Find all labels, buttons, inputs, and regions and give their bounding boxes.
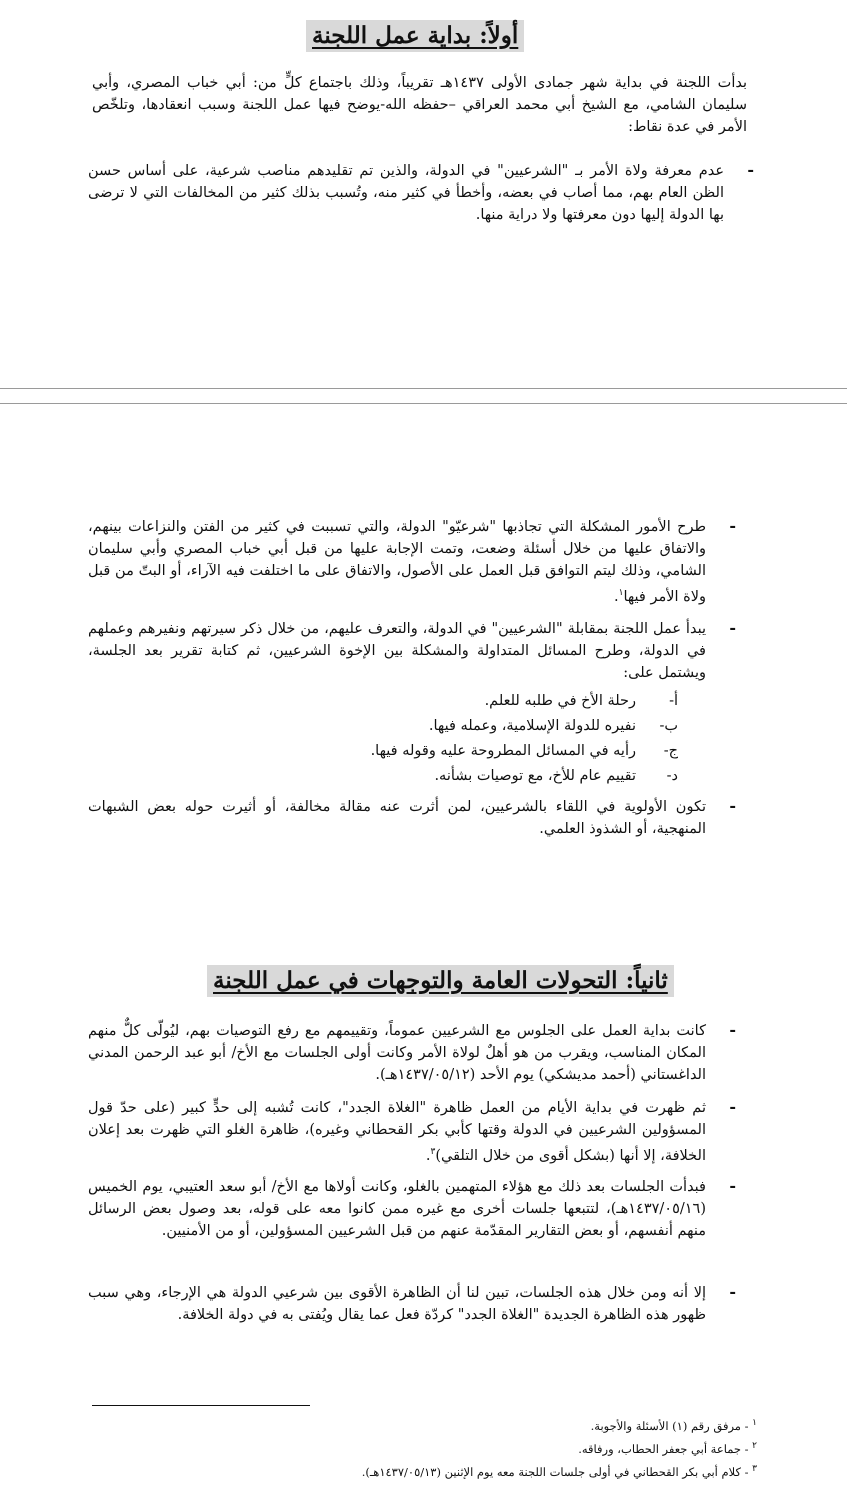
list-item-text-body: طرح الأمور المشكلة التي تجاذبها "شرعيّو" الدولة، والتي تسببت في كثير من الفتن والنزاعات بينهم، والاتفاق عليها من خلال أسئلة وضعت، وتمت الإجابة عليها من قبل أبي خباب المصري وأبي سليمان الشامي، وذلك ليتم التوافق قبل العمل على الأصول، والاتفاق على ما اختلفت فيه الآراء، أو البتّ من قبل ولاة الأمر فيها: [88, 519, 706, 605]
list-item-point-5: [88, 1020, 736, 1092]
list-item-point-1: [88, 160, 754, 240]
sub-item-a: [280, 690, 678, 712]
sub-item-text: نفيره للدولة الإسلامية، وعمله فيها.: [428, 718, 636, 734]
footnote-text: - جماعة أبي جعفر الحطاب، ورفاقه.: [578, 1441, 749, 1456]
list-item-text-body: ثم ظهرت في بداية الأيام من العمل ظاهرة "الغلاة الجدد"، كانت تُشبه إلى حدٍّ كبير (على حدّ قول المسؤولين الشرعيين في الدولة وقتها كأبي بكر القحطاني وغيره)، ظاهرة الغلو التي ظهرت بعد إعلان الخلافة، إلا أنها (بشكل أقوى من خلال التلقي): [88, 1100, 706, 1164]
footnote-text: - كلام أبي بكر القحطاني في أولى جلسات اللجنة معه يوم الإثنين (١٤٣٧/٠٥/١٣هـ).: [361, 1464, 749, 1479]
sub-item-text: رأيه في المسائل المطروحة عليه وقوله فيها.: [370, 743, 636, 759]
sub-item-letter: د-: [666, 768, 678, 784]
list-item-point-2: [88, 516, 736, 608]
footnote-text: - مرفق رقم (١) الأسئلة والأجوبة.: [590, 1418, 749, 1433]
list-item-point-4: [88, 796, 736, 844]
bullet-mark: -: [729, 1282, 736, 1301]
sub-item-letter: ب-: [659, 718, 678, 734]
bullet-mark: -: [729, 1176, 736, 1195]
list-item-text: كانت بداية العمل على الجلوس مع الشرعيين عموماً، وتقييمهم مع رفع التوصيات بهم، ليُولّى كلٌّ منهم المكان المناسب، ويقرب من هو أهلٌ لولاة الأمر وكانت أولى الجلسات مع الأخ/ أبو عبد الرحمن المدني الداغستاني (أحمد مديشكي) يوم الأحد (١٤٣٧/٠٥/١٢هـ).: [88, 1023, 706, 1083]
sub-item-c: [280, 740, 678, 762]
intro-paragraph: بدأت اللجنة في بداية شهر جمادى الأولى ١٤٣٧هـ تقريباً، وذلك باجتماع كلٍّ من: أبي خباب المصري، وأبي سليمان الشامي، مع الشيخ أبي محمد العراقي –حفظه الله-يوضح فيها عمل اللجنة وسبب انعقادها، وتلخّص الأمر في عدة نقاط:: [92, 75, 747, 135]
bullet-mark: -: [729, 1020, 736, 1039]
section-heading-second: ثانياً: التحولات العامة والتوجهات في عمل اللجنة: [207, 965, 674, 997]
footnote-2: [578, 1437, 757, 1458]
bullet-mark: -: [747, 160, 754, 179]
list-item-point-3: [88, 618, 736, 690]
footnote-separator: [92, 1405, 310, 1406]
sub-item-b: [280, 715, 678, 737]
footnote-number: ٣: [752, 1464, 757, 1474]
footnote-3: [362, 1460, 757, 1481]
sub-item-text: تقييم عام للأخ، مع توصيات بشأنه.: [434, 768, 636, 784]
bullet-mark: -: [729, 1097, 736, 1116]
section-heading-first: أولاً: بداية عمل اللجنة: [306, 20, 524, 52]
bullet-mark: -: [729, 618, 736, 637]
sub-item-letter: ج-: [663, 743, 678, 759]
list-item-text: إلا أنه ومن خلال هذه الجلسات، تبين لنا أن الظاهرة الأقوى بين شرعيي الدولة هي الإرجاء، وهي سبب ظهور هذه الظاهرة الجديدة "الغلاة الجدد" كردّة فعل عما يقال ويُفتى به في دولة الخلافة.: [88, 1285, 706, 1323]
sub-item-text: رحلة الأخ في طلبه للعلم.: [484, 693, 636, 709]
footnote-number: ٢: [752, 1441, 757, 1451]
footnote-1: [591, 1414, 757, 1435]
bullet-mark: -: [729, 796, 736, 815]
footnote-ref: ١: [618, 588, 624, 598]
list-item-text: تكون الأولوية في اللقاء بالشرعيين، لمن أثرت عنه مقالة مخالفة، أو أثيرت حوله بعض الشبهات المنهجية، أو الشذوذ العلمي.: [88, 799, 706, 837]
list-item-text: طرح الأمور المشكلة التي تجاذبها "شرعيّو" الدولة، والتي تسببت في كثير من الفتن والنزاعات بينهم، والاتفاق عليها من خلال أسئلة وضعت، وتمت الإجابة عليها من قبل أبي خباب المصري وأبي سليمان الشامي، وذلك ليتم التوافق قبل العمل على الأصول، والاتفاق على ما اختلفت فيه الآراء، أو البتّ من قبل ولاة الأمر فيها$^١$.: [88, 519, 706, 605]
list-item-text: ثم ظهرت في بداية الأيام من العمل ظاهرة "الغلاة الجدد"، كانت تُشبه إلى حدٍّ كبير (على حدّ قول المسؤولين الشرعيين في الدولة وقتها كأبي بكر القحطاني وغيره)، ظاهرة الغلو التي ظهرت بعد إعلان الخلافة، إلا أنها (بشكل أقوى من خلال التلقي)$^٣$.: [88, 1100, 706, 1164]
list-item-point-7: [88, 1176, 736, 1272]
list-item-text: فبدأت الجلسات بعد ذلك مع هؤلاء المتهمين بالغلو، وكانت أولاها مع الأخ/ أبو سعد العتيبي، يوم الخميس (١٤٣٧/٠٥/١٦هـ)، لتتبعها جلسات أخرى مع غيره ممن كانوا معه على قوله، بعد وصول بعض الرسائل منهم أنفسهم، أو بعض التقارير المقدّمة عنهم من قبل الشرعيين المسؤولين، أو من الأمنيين.: [88, 1179, 706, 1239]
sub-item-letter: أ-: [669, 693, 678, 709]
list-item-text: عدم معرفة ولاة الأمر بـ "الشرعيين" في الدولة، والذين تم تقليدهم مناصب شرعية، على أساس حسن الظن العام بهم، مما أصاب في بعضه، وأخطأ في كثير منه، وتُسبب بذلك كثير من المخالفات التي لا ترضى بها الدولة إليها دون معرفتها ولا دراية منها.: [88, 163, 724, 223]
bullet-mark: -: [729, 516, 736, 535]
sub-item-d: [280, 765, 678, 787]
list-item-text: يبدأ عمل اللجنة بمقابلة "الشرعيين" في الدولة، والتعرف عليهم، من خلال ذكر سيرتهم ونفيرهم وعملهم في الدولة، وطرح المسائل المتداولة والمشكلة بين الإخوة الشرعيين، ثم كتابة تقرير بعد الجلسة، ويشتمل على:: [88, 621, 706, 681]
list-item-point-6: [88, 1097, 736, 1169]
footnote-number: ١: [752, 1418, 757, 1428]
list-item-point-8: [88, 1282, 736, 1354]
footnote-ref: ٣: [430, 1147, 436, 1157]
page-break: [0, 388, 847, 404]
